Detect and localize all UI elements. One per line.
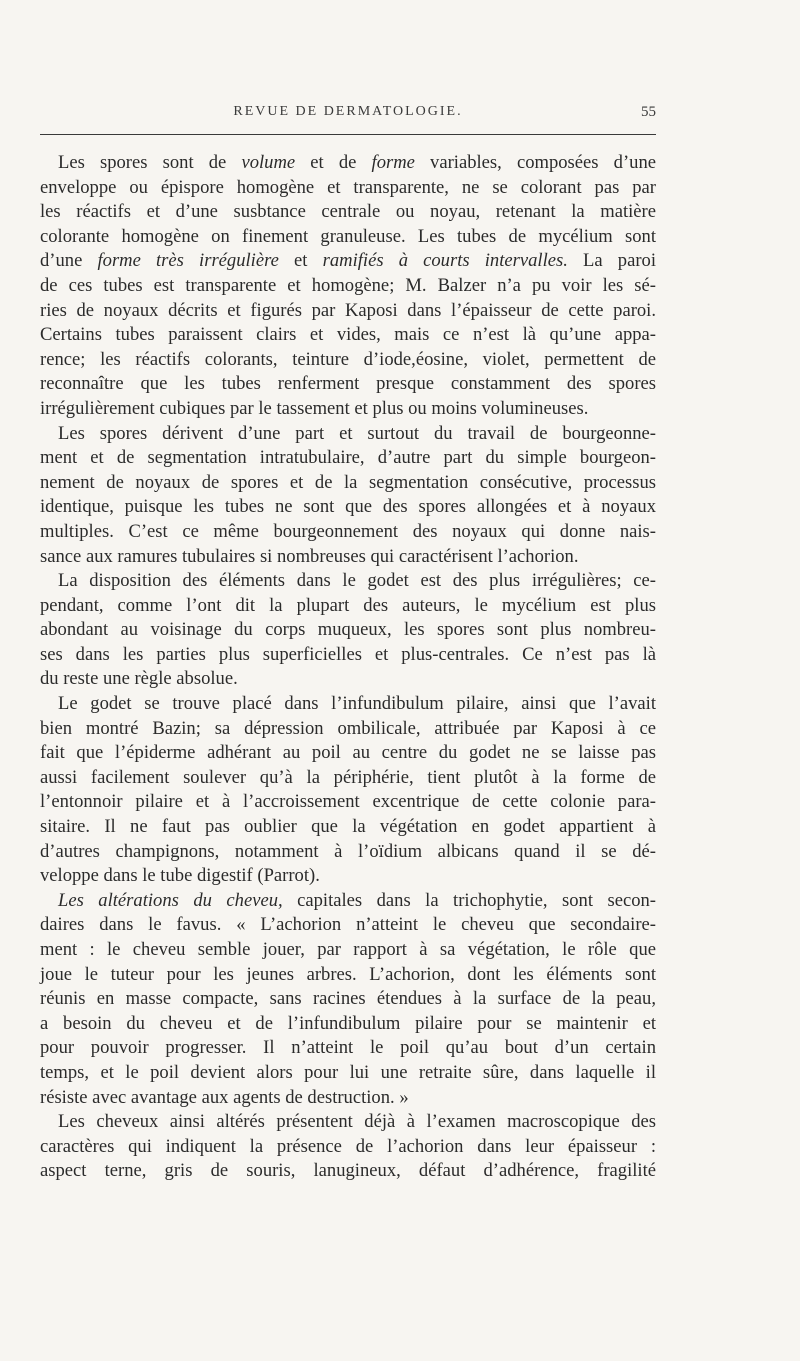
text-line	[40, 1086, 656, 1111]
text-run: joue le tuteur pour les jeunes arbres. L’achorion, dont les éléments sont	[40, 963, 656, 985]
italic-run: volume	[241, 152, 296, 173]
text-run: caractères qui indiquent la présence de l’achorion dans leur épaisseur :	[40, 1135, 656, 1157]
text-line	[40, 618, 656, 643]
text-run: colorante homogène on finement granuleuse. Les tubes de mycélium sont	[40, 225, 656, 247]
text-line	[40, 348, 656, 373]
text-line	[40, 766, 656, 791]
text-line	[40, 594, 656, 619]
italic-run: forme très irrégulière	[97, 250, 279, 272]
text-run: et de	[295, 152, 372, 173]
running-head: REVUE DE DERMATOLOGIE.	[233, 104, 463, 119]
italic-run: ramifiés à courts intervalles.	[322, 250, 568, 272]
text-line	[40, 1036, 656, 1061]
text-line	[40, 643, 656, 668]
text-line	[40, 176, 656, 201]
text-line	[40, 938, 656, 963]
text-run: nement de noyaux de spores et de la segmentation consécutive, processus	[40, 471, 656, 493]
text-run: fait que l’épiderme adhérant au poil au centre du godet ne se laisse pas	[40, 742, 656, 764]
body-text	[40, 151, 656, 1184]
text-line	[40, 1135, 656, 1160]
text-run: Les spores sont de	[58, 152, 242, 173]
text-run: daires dans le favus. « L’achorion n’atteint le cheveu que secondaire-	[40, 914, 656, 936]
text-run: de ces tubes est transparente et homogène; M. Balzer n’a pu voir les sé-	[40, 274, 656, 296]
text-line	[40, 963, 656, 988]
text-run: reconnaître que les tubes renferment presque constamment des spores	[40, 373, 656, 395]
text-line	[40, 987, 656, 1012]
text-line	[40, 200, 656, 225]
text-run: Les cheveux ainsi altérés présentent déjà à l’examen macroscopique des	[58, 1111, 656, 1133]
text-line	[40, 520, 656, 545]
text-line	[40, 299, 656, 324]
text-line	[40, 717, 656, 742]
text-line	[40, 446, 656, 471]
text-line	[40, 913, 656, 938]
text-run: d’autres champignons, notamment à l’oïdium albicans quand il se dé-	[40, 840, 656, 862]
text-run: sitaire. Il ne faut pas oublier que la végétation en godet appartient à	[40, 816, 656, 838]
text-line	[40, 1159, 656, 1184]
text-line	[40, 323, 656, 348]
text-run: bien montré Bazin; sa dépression ombilicale, attribuée par Kaposi à ce	[40, 717, 656, 739]
text-run: et	[278, 250, 323, 272]
text-run: Le godet se trouve placé dans l’infundibulum pilaire, ainsi que l’avait	[58, 693, 656, 715]
text-run: variables, composées d’une	[414, 152, 657, 173]
text-line	[40, 569, 656, 594]
text-run: aspect terne, gris de souris, lanugineux, défaut d’adhérence, fragilité	[40, 1160, 656, 1182]
text-run: a besoin du cheveu et de l’infundibulum pilaire pour se maintenir et	[40, 1012, 656, 1034]
text-line	[40, 249, 656, 274]
text-run: les réactifs et d’une susbtance centrale ou noyau, retenant la matière	[40, 201, 656, 223]
text-run: ries de noyaux décrits et figurés par Kaposi dans l’épaisseur de cette paroi.	[40, 299, 656, 321]
text-run: l’entonnoir pilaire et à l’accroissement excentrique de cette colonie para-	[40, 791, 656, 813]
text-run: La disposition des éléments dans le godet est des plus irrégulières; ce-	[58, 570, 656, 592]
header-rule	[40, 134, 656, 135]
text-run: Certains tubes paraissent clairs et vides, mais ce n’est là qu’une appa-	[40, 324, 656, 346]
text-run: identique, puisque les tubes ne sont que des spores allongées et à noyaux	[40, 496, 656, 518]
text-line	[40, 667, 656, 692]
text-run: résiste avec avantage aux agents de destruction. »	[40, 1086, 409, 1108]
text-run: abondant au voisinage du corps muqueux, les spores sont plus nombreu-	[40, 619, 656, 641]
text-line	[40, 1061, 656, 1086]
text-run: réunis en masse compacte, sans racines étendues à la surface de la peau,	[40, 988, 656, 1010]
page-header	[40, 104, 656, 128]
page-number: 55	[641, 104, 656, 120]
text-line	[40, 372, 656, 397]
text-run: du reste une règle absolue.	[40, 668, 238, 690]
text-run: ment et de segmentation intratubulaire, d’autre part du simple bourgeon-	[40, 447, 656, 469]
text-run: irrégulièrement cubiques par le tassement et plus ou moins volumineuses.	[40, 397, 589, 419]
text-line	[40, 790, 656, 815]
text-line	[40, 864, 656, 889]
text-line	[40, 1012, 656, 1037]
text-line	[40, 1110, 656, 1135]
text-line	[40, 422, 656, 447]
text-run: rence; les réactifs colorants, teinture d’iode,éosine, violet, permettent de	[40, 348, 656, 370]
text-run: ment : le cheveu semble jouer, par rapport à sa végétation, le rôle que	[40, 939, 656, 960]
text-run: Les spores dérivent d’une part et surtout du travail de bourgeonne-	[58, 422, 656, 444]
text-line	[40, 545, 656, 570]
text-line	[40, 815, 656, 840]
text-line	[40, 692, 656, 717]
text-line	[40, 274, 656, 299]
text-line	[40, 741, 656, 766]
text-run: ses dans les parties plus superficielles et plus-centrales. Ce n’est pas là	[40, 643, 656, 665]
text-line	[40, 495, 656, 520]
text-run: capitales dans la trichophytie, sont secon-	[282, 889, 657, 911]
text-line	[40, 840, 656, 865]
text-line	[40, 151, 656, 176]
italic-run: Les altérations du cheveu,	[58, 889, 283, 911]
text-run: pour pouvoir progresser. Il n’atteint le poil qu’au bout d’un certain	[40, 1037, 656, 1059]
text-run: veloppe dans le tube digestif (Parrot).	[40, 865, 320, 887]
text-run: sance aux ramures tubulaires si nombreuses qui caractérisent l’achorion.	[40, 545, 579, 567]
text-run: temps, et le poil devient alors pour lui une retraite sûre, dans laquelle il	[40, 1061, 656, 1083]
text-line	[40, 225, 656, 250]
text-run: d’une	[40, 250, 98, 272]
text-run: La paroi	[567, 250, 657, 272]
text-run: multiples. C’est ce même bourgeonnement des noyaux qui donne nais-	[40, 520, 656, 542]
text-line	[40, 889, 656, 914]
text-run: enveloppe ou épispore homogène et transparente, ne se colorant pas par	[40, 176, 656, 198]
text-line	[40, 397, 656, 422]
text-line	[40, 471, 656, 496]
text-run: pendant, comme l’ont dit la plupart des auteurs, le mycélium est plus	[40, 594, 656, 616]
text-run: aussi facilement soulever qu’à la périphérie, tient plutôt à la forme de	[40, 766, 656, 788]
italic-run: forme	[371, 152, 415, 173]
